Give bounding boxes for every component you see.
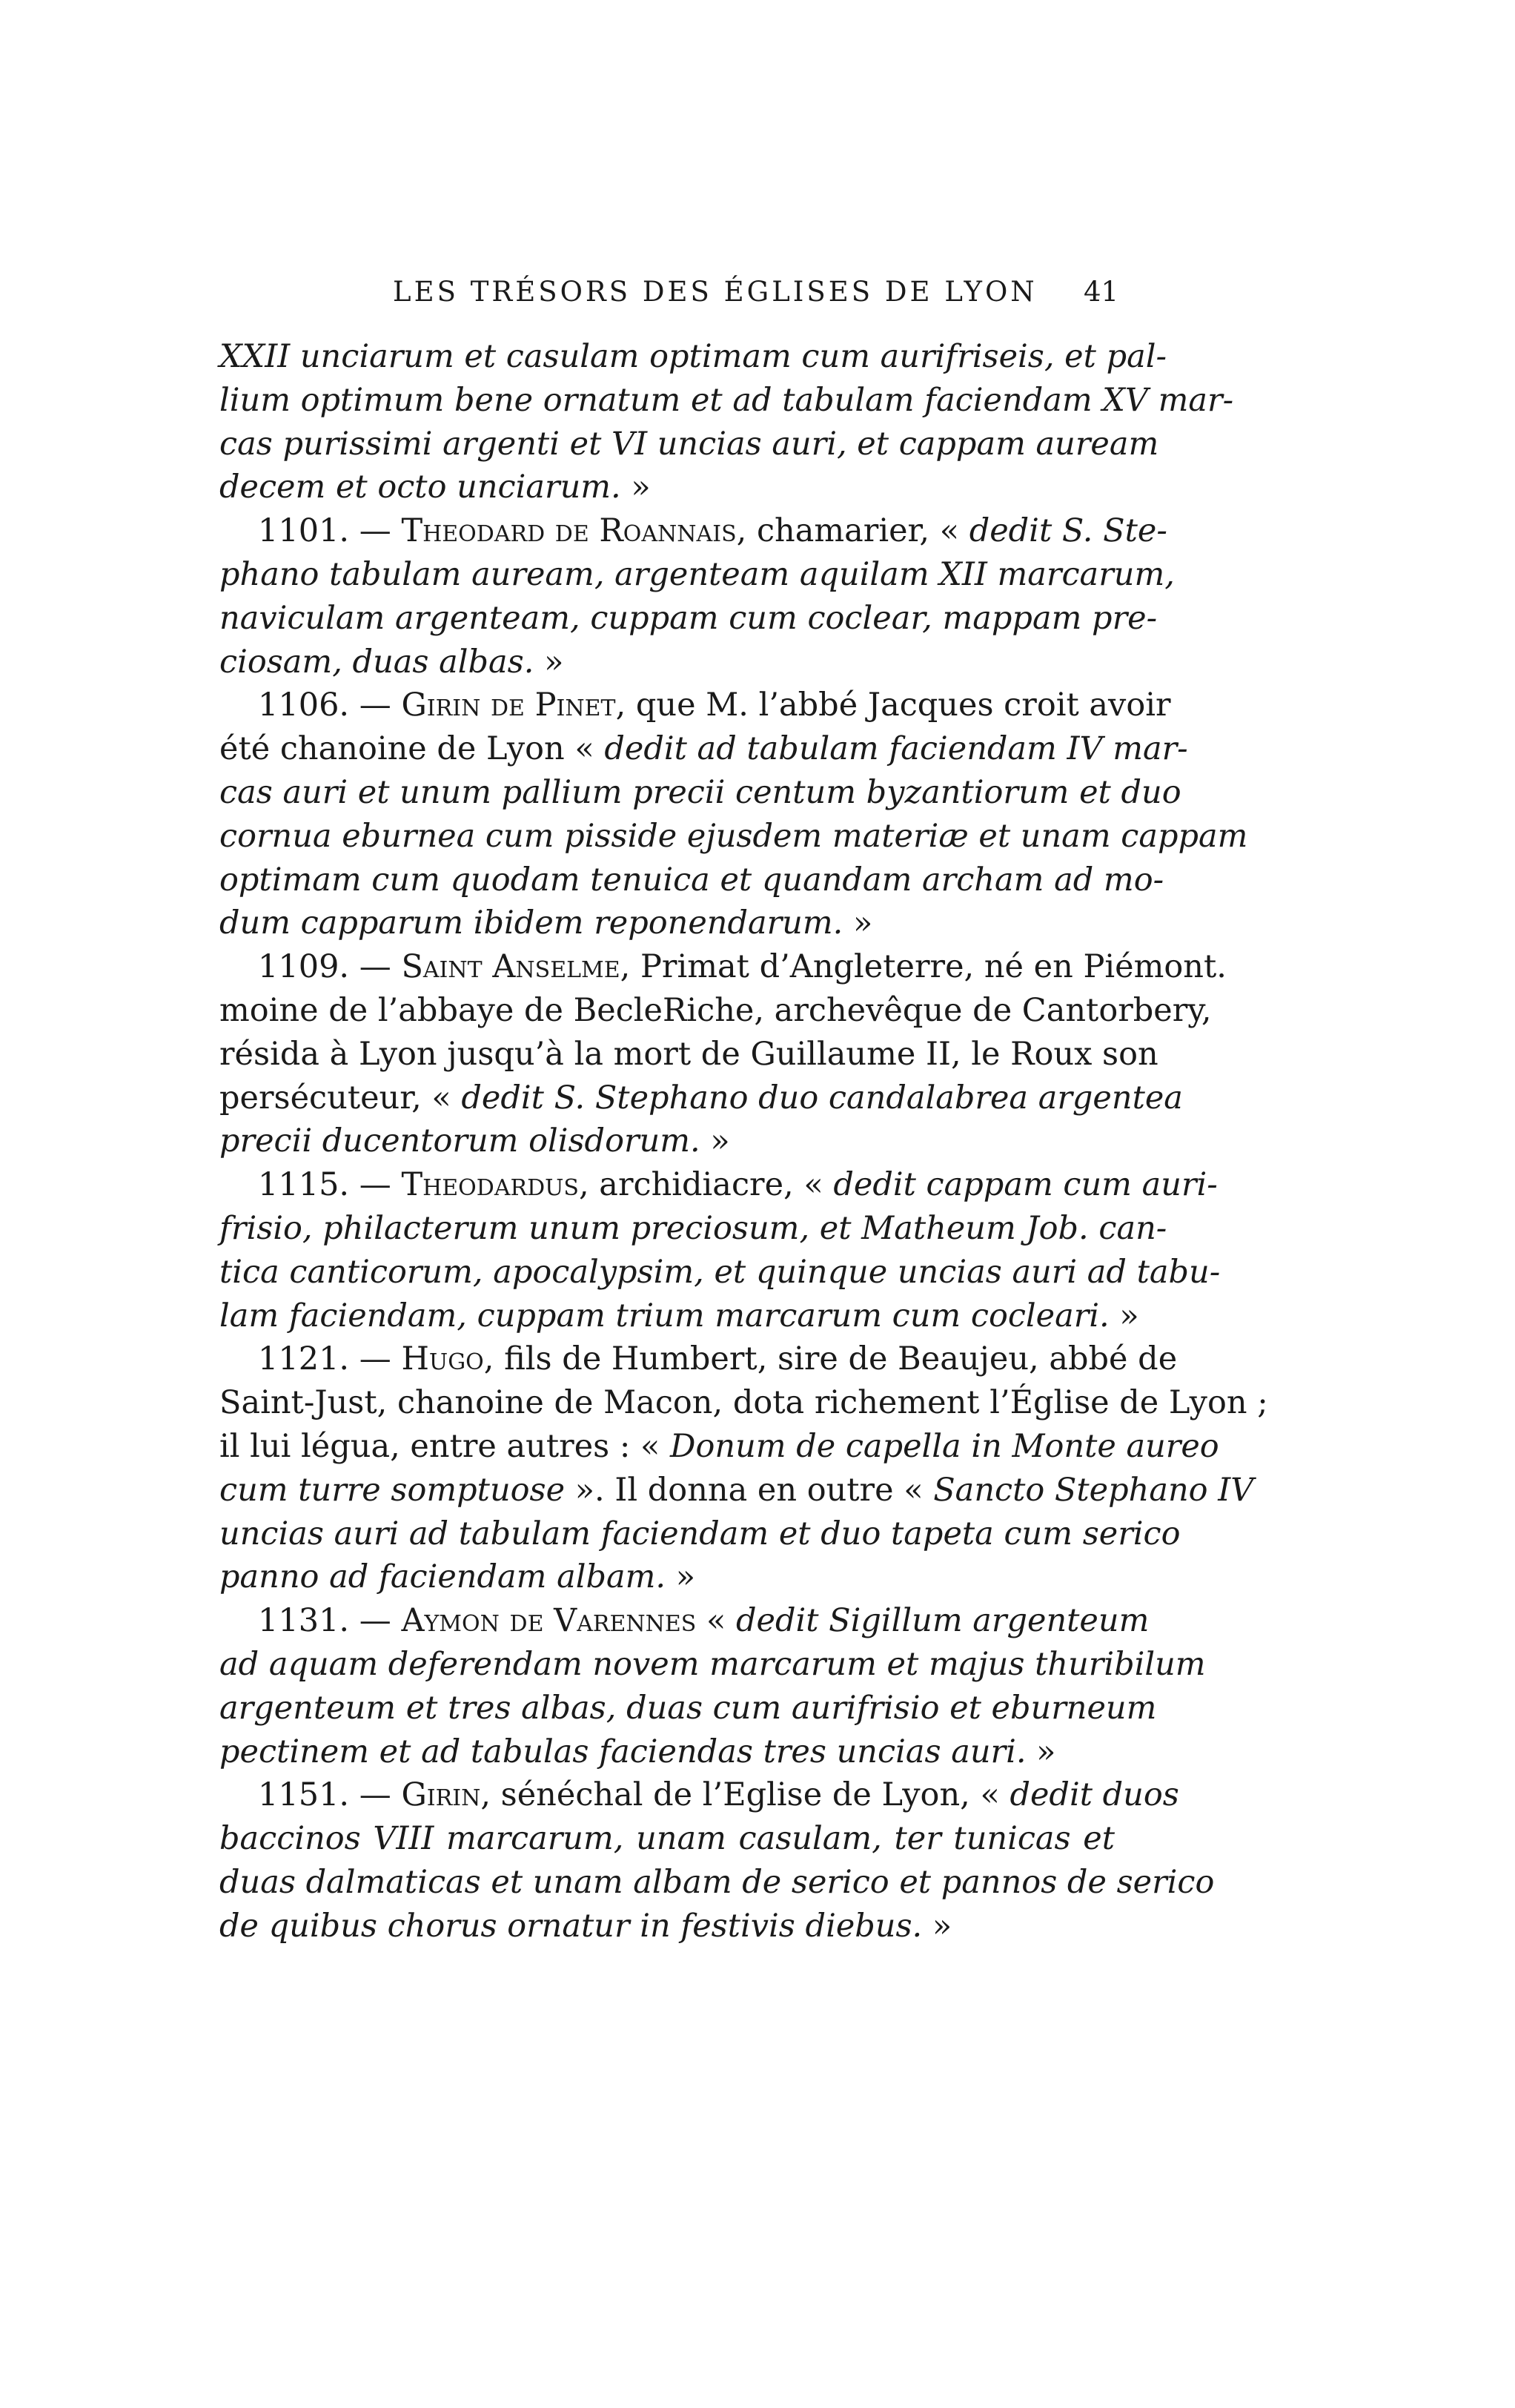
text-line bbox=[219, 1076, 1183, 1120]
text-line bbox=[219, 1817, 1115, 1861]
text-segment: 1106. — bbox=[258, 687, 402, 724]
latin-quote: lium optimum bene ornatum et ad tabulam faciendam XV mar- bbox=[219, 381, 1234, 419]
text-segment: » bbox=[620, 469, 651, 506]
text-line bbox=[219, 1425, 1219, 1469]
latin-quote: dedit cappam cum auri- bbox=[833, 1166, 1218, 1204]
text-segment: , fils de Humbert, sire de Beaujeu, abbé de bbox=[483, 1340, 1178, 1378]
text-line bbox=[219, 423, 1159, 466]
text-segment: 1101. — bbox=[258, 512, 402, 550]
text-segment: moine de l’abbaye de BecleRiche, archevêque de Cantorbery, bbox=[219, 991, 1212, 1029]
text-segment: ». Il donna en outre « bbox=[565, 1471, 934, 1509]
page-number: 41 bbox=[1084, 276, 1119, 308]
text-segment: » bbox=[843, 904, 873, 942]
text-line bbox=[219, 1730, 1115, 1774]
text-line bbox=[219, 379, 1234, 423]
latin-quote: phano tabulam auream, argenteam aquilam XII marcarum, bbox=[219, 555, 1175, 593]
text-segment: » bbox=[534, 643, 564, 681]
proper-name: Aymon de Varennes bbox=[401, 1602, 697, 1640]
text-segment: 1131. — bbox=[258, 1602, 402, 1640]
text-segment: , archidiacre, « bbox=[578, 1166, 834, 1204]
text-segment: résida à Lyon jusqu’à la mort de Guillaume II, le Roux son bbox=[219, 1035, 1158, 1073]
proper-name: Girin de Pinet bbox=[401, 687, 616, 724]
latin-quote: cas auri et unum pallium precii centum byzantiorum et duo bbox=[219, 773, 1181, 811]
text-line bbox=[219, 1119, 1115, 1163]
text-segment: 1115. — bbox=[258, 1166, 402, 1204]
latin-quote: dedit S. Stephano duo candalabrea argentea bbox=[461, 1079, 1183, 1117]
text-line bbox=[219, 771, 1181, 815]
latin-quote: tica canticorum, apocalypsim, et quinque uncias auri ad tabu- bbox=[219, 1253, 1221, 1291]
text-segment: , chamarier, « bbox=[736, 512, 969, 550]
text-line bbox=[219, 1207, 1167, 1251]
latin-quote: cas purissimi argenti et VI uncias auri, et cappam auream bbox=[219, 425, 1159, 463]
text-segment: « bbox=[696, 1602, 736, 1640]
text-line bbox=[219, 1687, 1157, 1730]
text-line bbox=[219, 553, 1175, 597]
latin-quote: ciosam, duas albas. bbox=[219, 643, 534, 681]
text-segment: , sénéchal de l’Eglise de Lyon, « bbox=[480, 1776, 1010, 1814]
text-segment: persécuteur, « bbox=[219, 1079, 462, 1117]
latin-quote: uncias auri ad tabulam faciendam et duo tapeta cum serico bbox=[219, 1515, 1181, 1552]
text-line bbox=[219, 1469, 1254, 1512]
latin-quote: ad aquam deferendam novem marcarum et majus thuribilum bbox=[219, 1645, 1206, 1683]
latin-quote: dum capparum ibidem reponendarum. bbox=[219, 904, 843, 942]
text-line bbox=[219, 859, 1164, 902]
text-line bbox=[219, 509, 1167, 553]
latin-quote: optimam cum quodam tenuica et quandam archam ad mo- bbox=[219, 861, 1164, 899]
proper-name: Saint Anselme bbox=[401, 948, 620, 986]
text-line bbox=[219, 1512, 1181, 1556]
text-line bbox=[219, 1905, 1115, 1948]
latin-quote: de quibus chorus ornatur in festivis diebus. bbox=[219, 1907, 923, 1945]
latin-quote: XXII unciarum et casulam optimam cum aurifriseis, et pal- bbox=[219, 338, 1167, 375]
text-line bbox=[219, 1555, 1115, 1599]
latin-quote: cornua eburnea cum pisside ejusdem materiæ et unam cappam bbox=[219, 817, 1248, 855]
text-segment: , Primat d’Angleterre, né en Piémont. bbox=[620, 948, 1227, 986]
latin-quote: Donum de capella in Monte aureo bbox=[670, 1427, 1219, 1465]
text-line bbox=[219, 1337, 1178, 1381]
text-line bbox=[219, 727, 1188, 771]
text-line bbox=[219, 335, 1167, 379]
text-segment: 1109. — bbox=[258, 948, 402, 986]
text-segment: 1151. — bbox=[258, 1776, 402, 1814]
text-line bbox=[219, 1381, 1268, 1425]
latin-quote: dedit ad tabulam faciendam IV mar- bbox=[604, 730, 1188, 768]
running-header: LES TRÉSORS DES ÉGLISES DE LYON bbox=[393, 276, 1038, 308]
text-segment: , que M. l’abbé Jacques croit avoir bbox=[615, 687, 1171, 724]
latin-quote: lam faciendam, cuppam trium marcarum cum cocleari. bbox=[219, 1297, 1110, 1334]
text-line bbox=[219, 466, 1115, 509]
text-line bbox=[219, 902, 1115, 945]
latin-quote: decem et octo unciarum. bbox=[219, 469, 621, 506]
body-text bbox=[219, 335, 1268, 1948]
proper-name: Hugo bbox=[401, 1340, 484, 1378]
text-line bbox=[219, 1294, 1139, 1338]
latin-quote: pectinem et ad tabulas faciendas tres uncias auri. bbox=[219, 1733, 1027, 1770]
text-line bbox=[219, 1643, 1206, 1687]
latin-quote: duas dalmaticas et unam albam de serico et pannos de serico bbox=[219, 1863, 1215, 1901]
text-segment: » bbox=[666, 1558, 696, 1596]
text-line bbox=[219, 1251, 1221, 1294]
latin-quote: dedit Sigillum argenteum bbox=[735, 1602, 1150, 1640]
latin-quote: frisio, philacterum unum preciosum, et Matheum Job. can- bbox=[219, 1209, 1167, 1247]
text-line bbox=[219, 1773, 1179, 1817]
latin-quote: precii ducentorum olisdorum. bbox=[219, 1122, 700, 1160]
text-segment: 1121. — bbox=[258, 1340, 402, 1378]
text-line bbox=[219, 597, 1158, 641]
latin-quote: panno ad faciendam albam. bbox=[219, 1558, 666, 1596]
proper-name: Theodardus bbox=[401, 1166, 579, 1204]
text-line bbox=[219, 815, 1248, 859]
text-line bbox=[219, 684, 1171, 727]
latin-quote: argenteum et tres albas, duas cum aurifrisio et eburneum bbox=[219, 1689, 1157, 1727]
latin-quote: cum turre somptuose bbox=[219, 1471, 566, 1509]
text-segment: » bbox=[922, 1907, 952, 1945]
text-line bbox=[219, 1163, 1218, 1207]
text-line bbox=[219, 945, 1227, 989]
latin-quote: Sancto Stephano IV bbox=[933, 1471, 1254, 1509]
text-line bbox=[219, 641, 1115, 684]
text-segment: Saint-Just, chanoine de Macon, dota richement l’Église de Lyon ; bbox=[219, 1384, 1268, 1422]
latin-quote: naviculam argenteam, cuppam cum coclear, mappam pre- bbox=[219, 599, 1158, 637]
latin-quote: dedit S. Ste- bbox=[969, 512, 1167, 550]
latin-quote: baccinos VIII marcarum, unam casulam, ter tunicas et bbox=[219, 1820, 1115, 1858]
latin-quote: dedit duos bbox=[1010, 1776, 1179, 1814]
text-segment: » bbox=[700, 1122, 730, 1160]
text-line bbox=[219, 1861, 1215, 1905]
text-line bbox=[219, 1599, 1150, 1643]
text-segment: » bbox=[1109, 1297, 1139, 1334]
text-segment: » bbox=[1026, 1733, 1056, 1770]
text-segment: été chanoine de Lyon « bbox=[219, 730, 605, 768]
text-line bbox=[219, 1033, 1158, 1076]
text-line bbox=[219, 989, 1212, 1033]
proper-name: Girin bbox=[401, 1776, 481, 1814]
proper-name: Theodard de Roannais bbox=[401, 512, 737, 550]
text-segment: il lui légua, entre autres : « bbox=[219, 1427, 671, 1465]
